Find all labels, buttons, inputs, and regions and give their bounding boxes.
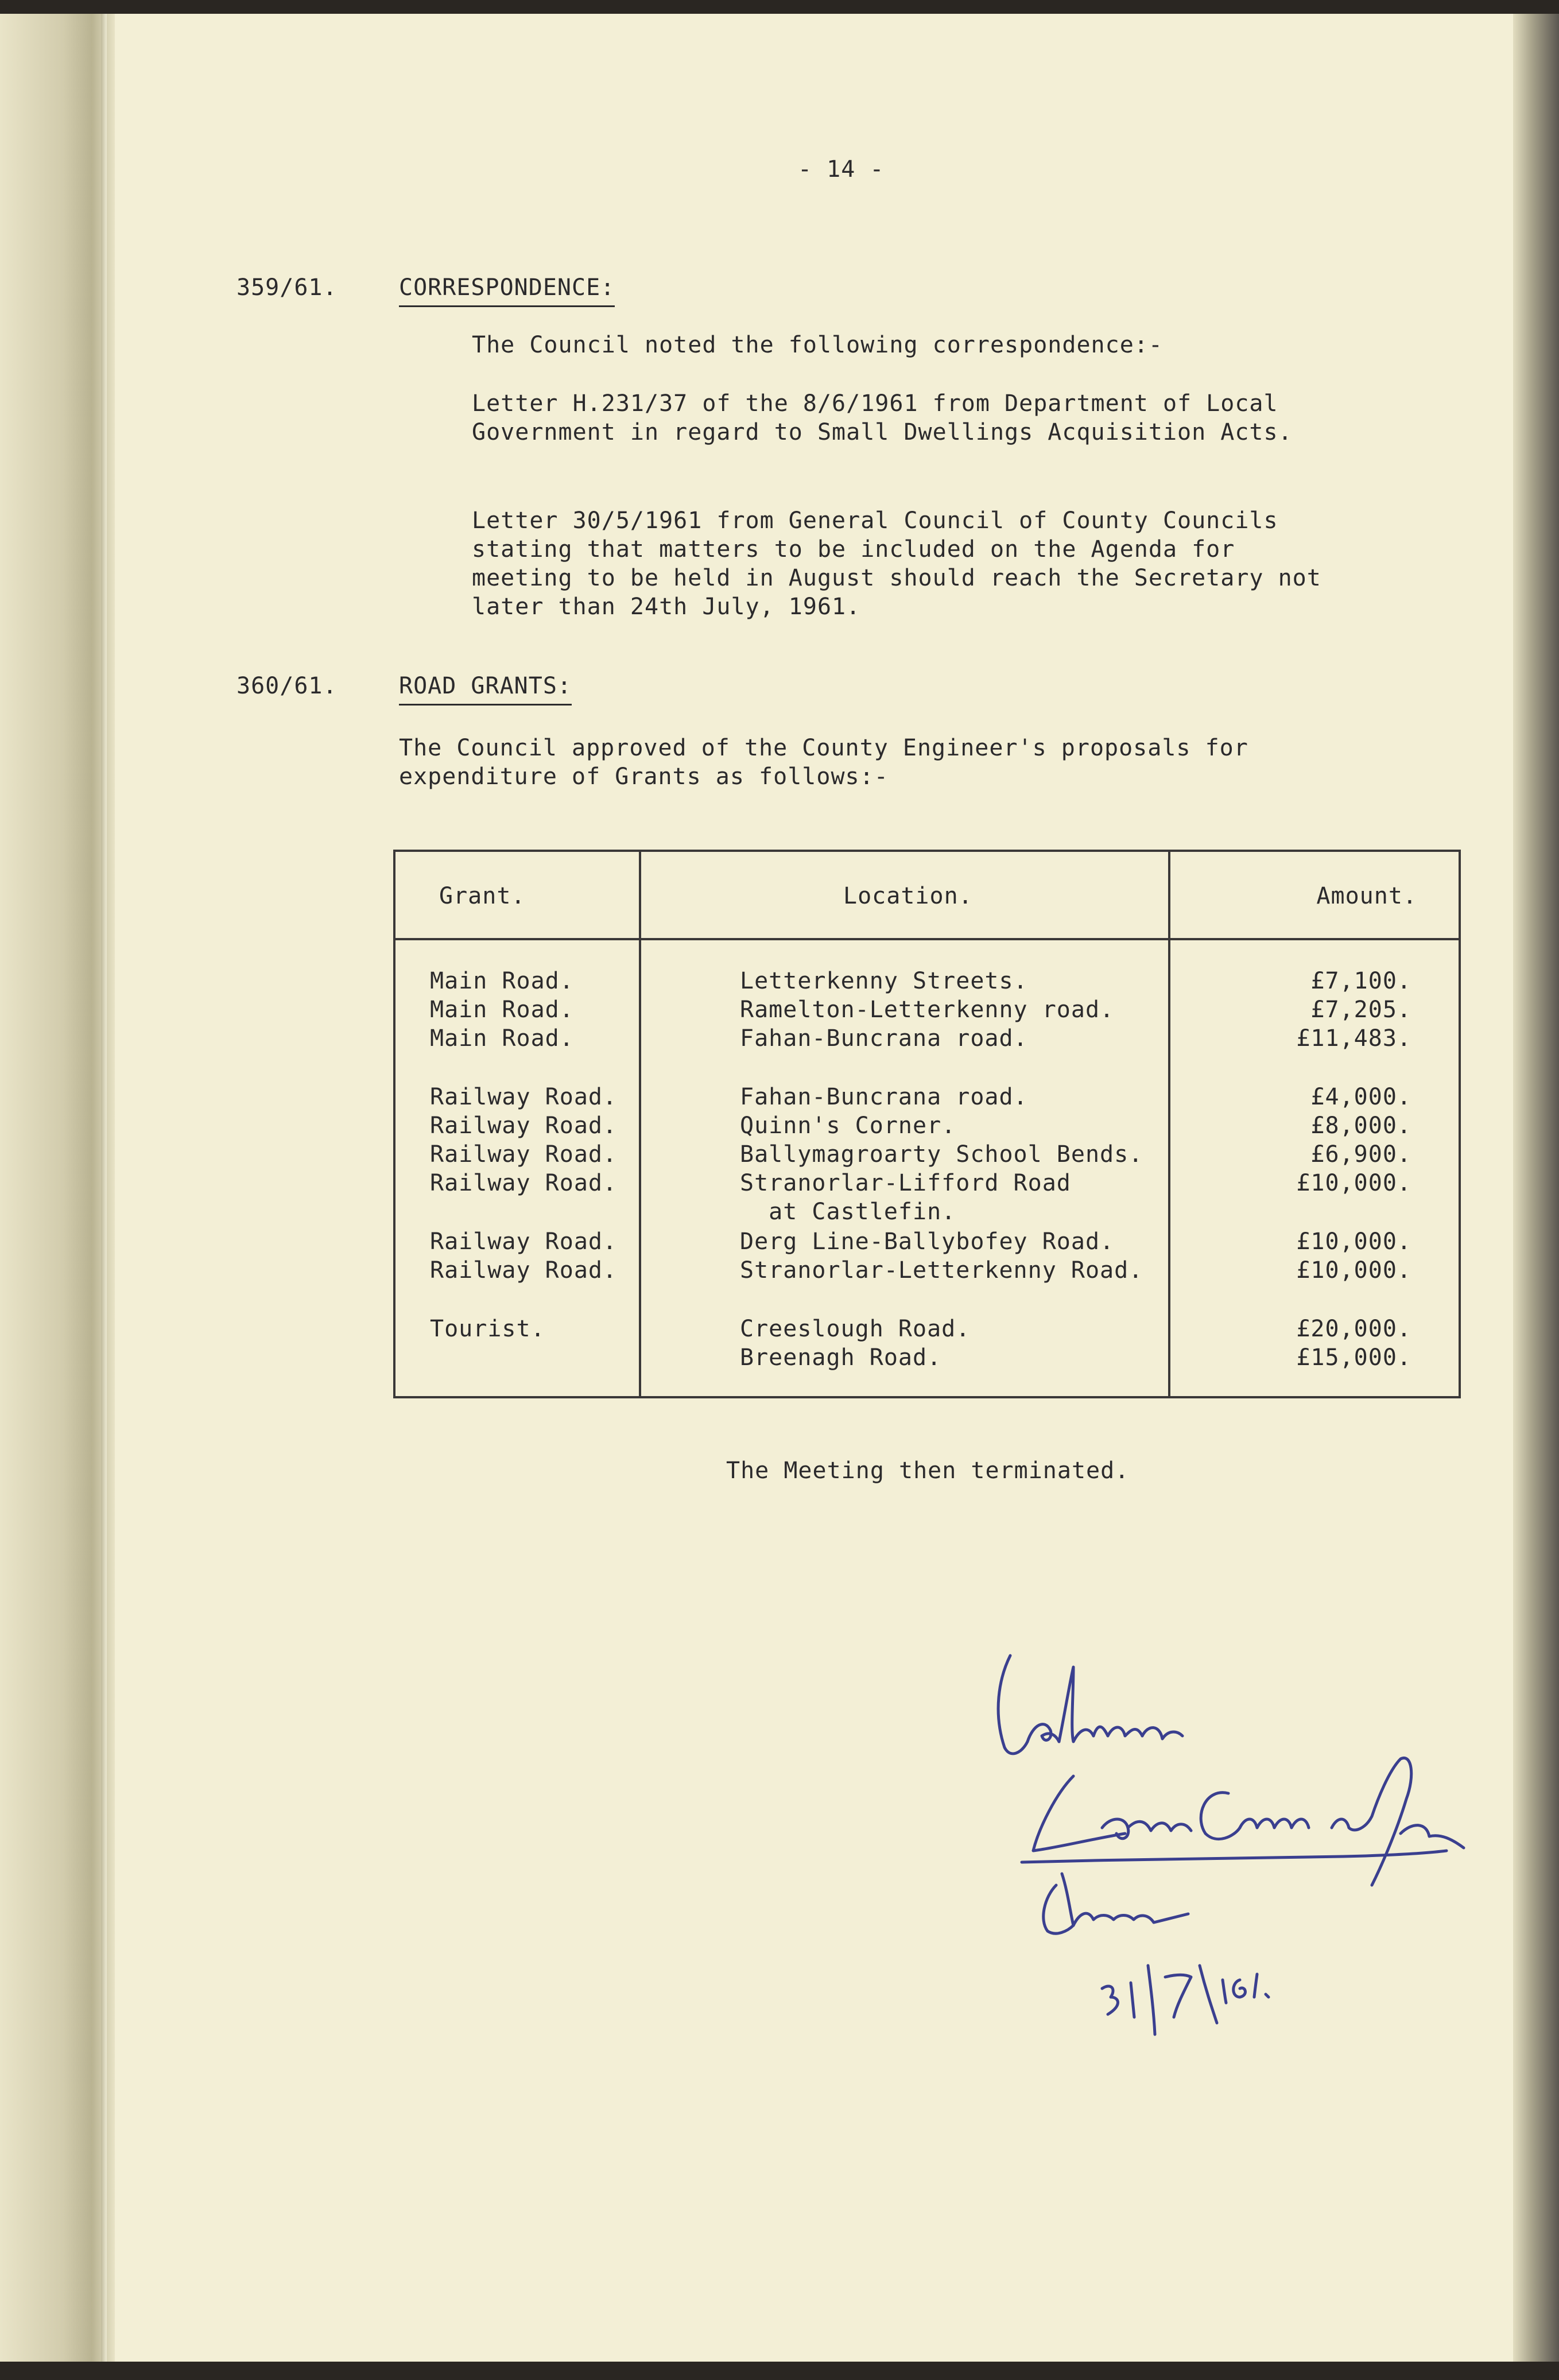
column-divider xyxy=(639,852,641,1396)
item-number: 359/61. xyxy=(236,274,338,301)
header-divider xyxy=(395,938,1459,940)
table-cell-grant: Railway Road. xyxy=(430,1228,618,1255)
column-divider xyxy=(1168,852,1170,1396)
table-cell-amount: £15,000. xyxy=(1296,1344,1411,1371)
page-edge xyxy=(1513,14,1559,2362)
table-cell-grant: Railway Road. xyxy=(430,1141,618,1168)
table-cell-grant: Tourist. xyxy=(430,1316,545,1342)
paragraph: Letter H.231/37 of the 8/6/1961 from Department of Local Government in regard to Small Dwellings Acquisition Acts. xyxy=(472,390,1293,445)
table-cell-location: Stranorlar-Letterkenny Road. xyxy=(740,1257,1143,1284)
table-cell-location: Fahan-Buncrana road. xyxy=(740,1025,1028,1052)
table-cell-location: Letterkenny Streets. xyxy=(740,968,1028,994)
table-cell-grant: Railway Road. xyxy=(430,1084,618,1110)
binding-line xyxy=(101,14,107,2362)
table-cell-amount: £20,000. xyxy=(1296,1316,1411,1342)
table-cell-grant: Main Road. xyxy=(430,1025,574,1052)
item-number: 360/61. xyxy=(236,673,338,699)
signature-drawing xyxy=(987,1644,1515,2161)
table-cell-amount: £6,900. xyxy=(1310,1141,1411,1168)
table-cell-grant: Railway Road. xyxy=(430,1113,618,1139)
table-cell-amount: £8,000. xyxy=(1310,1113,1411,1139)
table-cell-location: Quinn's Corner. xyxy=(740,1113,956,1139)
section-heading: CORRESPONDENCE: xyxy=(399,273,615,307)
grants-table xyxy=(393,850,1461,1398)
page-number: - 14 - xyxy=(798,156,885,183)
table-cell-amount: £7,100. xyxy=(1310,968,1411,994)
table-cell-grant: Main Road. xyxy=(430,968,574,994)
table-cell-grant: Railway Road. xyxy=(430,1170,618,1196)
table-cell-amount: £10,000. xyxy=(1296,1257,1411,1284)
paragraph: The Council noted the following correspondence:- xyxy=(472,332,1163,358)
table-cell-location: Fahan-Buncrana road. xyxy=(740,1084,1028,1110)
table-cell-grant: Main Road. xyxy=(430,997,574,1023)
binding-shadow xyxy=(0,14,115,2362)
document-page xyxy=(0,14,1559,2362)
table-header-grant: Grant. xyxy=(439,883,526,909)
table-cell-location: Stranorlar-Lifford Road at Castlefin. xyxy=(740,1170,1071,1225)
paragraph: The Council approved of the County Engineer's proposals for expenditure of Grants as follows:- xyxy=(399,735,1248,790)
table-cell-location: Creeslough Road. xyxy=(740,1316,971,1342)
table-cell-location: Breenagh Road. xyxy=(740,1344,942,1371)
table-cell-amount: £4,000. xyxy=(1310,1084,1411,1110)
table-cell-location: Ramelton-Letterkenny road. xyxy=(740,997,1115,1023)
table-cell-amount: £10,000. xyxy=(1296,1228,1411,1255)
table-cell-amount: £7,205. xyxy=(1310,997,1411,1023)
section-heading: ROAD GRANTS: xyxy=(399,672,572,706)
table-cell-amount: £11,483. xyxy=(1296,1025,1411,1052)
paragraph: Letter 30/5/1961 from General Council of County Councils stating that matters to be included on the Agenda for meeting to be held in August should reach the Secretary not later than 24th July, 1961. xyxy=(472,507,1321,620)
closing-line: The Meeting then terminated. xyxy=(726,1458,1130,1484)
bottom-border xyxy=(0,2374,1559,2380)
table-cell-location: Ballymagroarty School Bends. xyxy=(740,1141,1143,1168)
table-header-location: Location. xyxy=(843,883,973,909)
table-cell-grant: Railway Road. xyxy=(430,1257,618,1284)
table-header-amount: Amount. xyxy=(1316,883,1417,909)
handwritten-signature xyxy=(987,1644,1515,2163)
table-cell-amount: £10,000. xyxy=(1296,1170,1411,1196)
table-cell-location: Derg Line-Ballybofey Road. xyxy=(740,1228,1115,1255)
